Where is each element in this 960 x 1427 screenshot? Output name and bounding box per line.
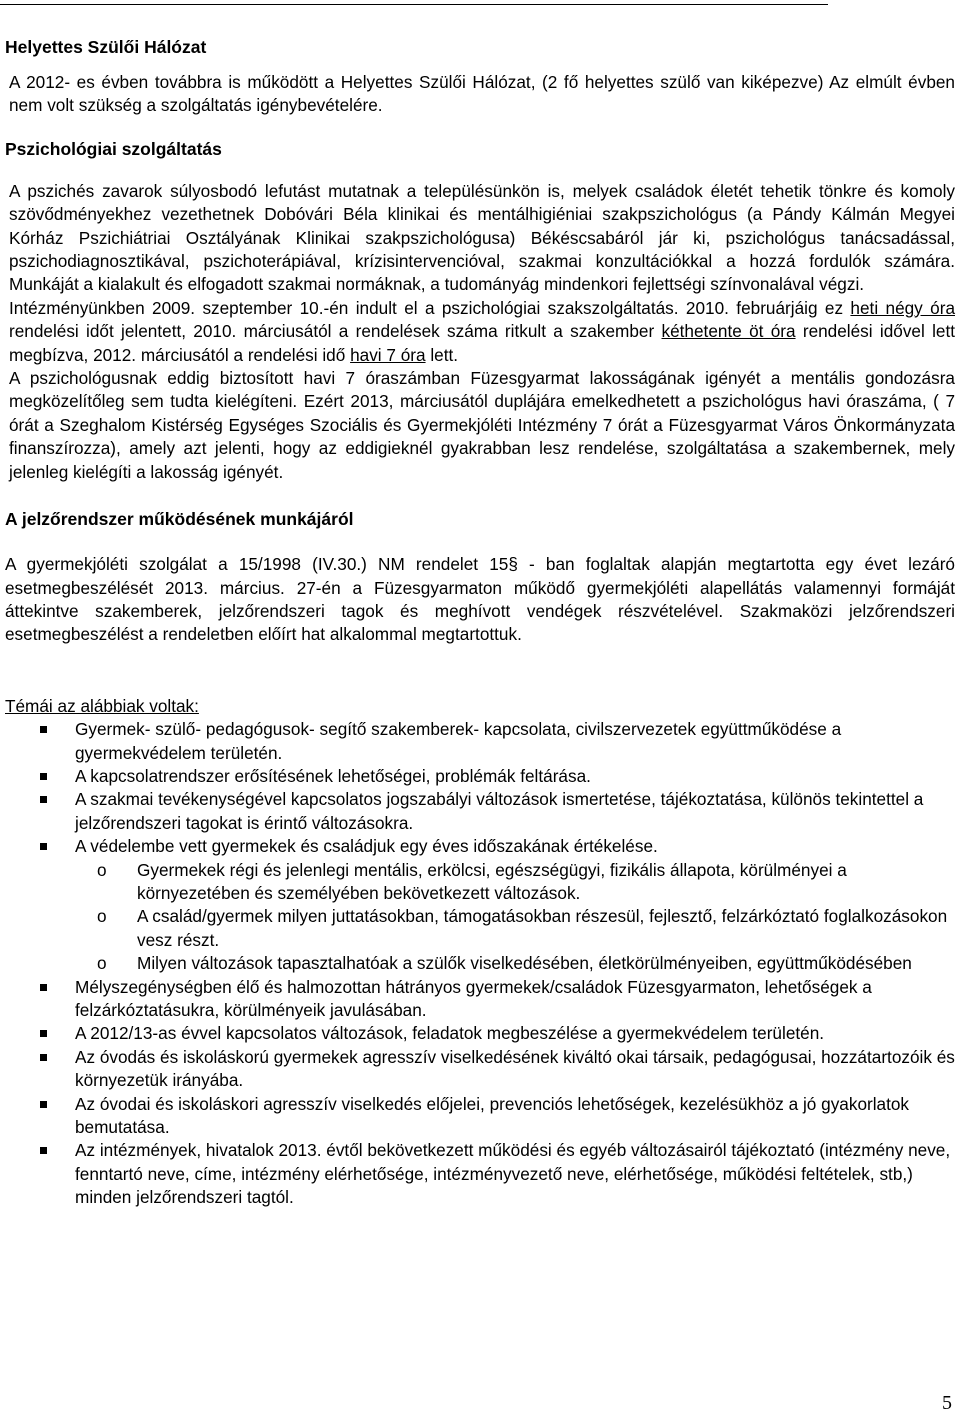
sub-list-item: o Milyen változások tapasztalhatóak a szülők viselkedésében, életkörülményeiben, együttműködésében <box>137 952 955 975</box>
list-item-text: A védelembe vett gyermekek és családjuk egy éves időszakának értékelése. <box>75 836 658 857</box>
topics-list <box>5 718 955 1210</box>
text-run: rendelési idővel lett megbízva, 2012. márciusától a rendelési idő <box>9 321 956 365</box>
psychology-paragraph-1: A pszichés zavarok súlyosbodó lefutást mutatnak a településünkön is, melyek családok életét tehetik tönkre és komoly szövődményekhez vezethetnek Dobóvári Béla klinikai és mentálhigiéniai szakpszichológus (a Pándy Kálmán Megyei Kórház Pszichiátriai Osztályának Klinikai szakpszichológusa) Békéscsabáról jár ki, pszichológus tanácsadással, pszichodiagnosztikával, pszichoterápiával, krízisintervencióval, szakmai konzultációkkal a hozzá fordulók számára. Munkáját a kialakult és elfogadott szakmai normáknak, a tudományág mindenkori fejlettségi színvonalával végzi. <box>9 180 955 295</box>
text-run: rendelési időt jelentett, 2010. márciusától a rendelések száma ritkult a szakember <box>9 321 662 342</box>
list-item: Az óvodai és iskoláskori agresszív viselkedés előjelei, prevenciós lehetőségek, kezelésükhöz a jó gyakorlatok bemutatása. <box>75 1093 955 1140</box>
underlined-text: havi 7 óra <box>350 344 426 365</box>
list-item: Az óvodás és iskoláskorú gyermekek agresszív viselkedésének kiváltó okai társaik, pedagógusai, hozzátartozóik és környezetük irányába. <box>75 1046 955 1093</box>
section-heading-substitute-parent-network: Helyettes Szülői Hálózat <box>5 37 207 57</box>
text-run: Intézményünkben 2009. szeptember 10.-én indult el a pszichológiai szakszolgáltatás. 2010. februárjáig ez <box>9 297 851 318</box>
underlined-text: kéthetente öt óra <box>661 321 796 342</box>
sub-list <box>75 859 955 976</box>
list-item: A kapcsolatrendszer erősítésének lehetőségei, problémák feltárása. <box>75 765 955 788</box>
signal-system-paragraph: A gyermekjóléti szolgálat a 15/1998 (IV.30.) NM rendelet 15§ - ban foglaltak alapján megtartotta egy évet lezáró esetmegbeszélését 2013. március. 27-én a Füzesgyarmaton működő gyermekjóléti alapellátás valamennyi formáját áttekintve szakemberek, jelzőrendszeri tagok és meghívott vendégek részvételével. Szakmaközi jelzőrendszeri esetmegbeszélést a rendeletben előírt hat alkalommal megtartottuk. <box>5 554 955 645</box>
list-item: A 2012/13-as évvel kapcsolatos változások, feladatok megbeszélése a gyermekvédelem területén. <box>75 1022 955 1045</box>
list-item <box>75 835 955 975</box>
page-number: 5 <box>942 1392 952 1414</box>
text-run: lett. <box>425 344 459 365</box>
substitute-parent-paragraph: A 2012- es évben továbbra is működött a Helyettes Szülői Hálózat, (2 fő helyettes szülő van kiképezve) Az elmúlt évben nem volt szükség a szolgáltatás igénybevételére. <box>9 72 955 116</box>
list-item: A szakmai tevékenységével kapcsolatos jogszabályi változások ismertetése, tájékoztatása, különös tekintettel a jelzőrendszeri tagokat is érintő változásokra. <box>75 788 955 835</box>
psychology-paragraph-2 <box>5 297 955 367</box>
sub-list-item: o A család/gyermek milyen juttatásokban, támogatásokban részesül, fejlesztő, felzárkóztató foglalkozásokon vesz részt. <box>137 905 955 952</box>
sub-list-item: o Gyermekek régi és jelenlegi mentális, erkölcsi, egészségügyi, fizikális állapota, körülményei a környezetében és személyében bekövetkezett változások. <box>137 859 955 906</box>
topics-title: Témái az alábbiak voltak: <box>5 695 199 716</box>
list-item: Gyermek- szülő- pedagógusok- segítő szakemberek- kapcsolata, civilszervezetek együttműködése a gyermekvédelem területén. <box>75 718 955 765</box>
psychology-paragraph-3: A pszichológusnak eddig biztosított havi 7 óraszámban Füzesgyarmat lakosságának igényét a mentális gondozásra megközelítőleg sem tudta kielégíteni. Ezért 2013, márciusától duplájára emelkedhetett a pszichológus havi óraszáma, ( 7 órát a Szeghalom Kistérség Egységes Szociális és Gyermekjóléti Intézmény 7 órát a Füzesgyarmat Város Önkormányzata finanszírozza), amely azt jelenti, hogy az eddigieknél gyakrabban lesz rendelése, szolgáltatása a szakembernek, mely jelenleg kielégíti a lakosság igényét. <box>9 368 955 482</box>
document-page <box>5 36 955 1210</box>
list-item: Mélyszegénységben élő és halmozottan hátrányos gyermekek/családok Füzesgyarmaton, lehetőségek a felzárkóztatásukra, körülményeik javulásában. <box>75 976 955 1023</box>
section-heading-signal-system: A jelzőrendszer működésének munkájáról <box>5 509 354 530</box>
top-rule <box>0 4 828 5</box>
list-item: Az intézmények, hivatalok 2013. évtől bekövetkezett működési és egyéb változásairól tájékoztató (intézmény neve, fenntartó neve, címe, intézmény elérhetősége, intézményvezető neve, elérhetősége, működési feltételek, stb,) minden jelzőrendszeri tagtól. <box>75 1139 955 1209</box>
underlined-text: heti négy óra <box>850 297 955 318</box>
section-heading-psychology-service: Pszichológiai szolgáltatás <box>5 138 222 159</box>
